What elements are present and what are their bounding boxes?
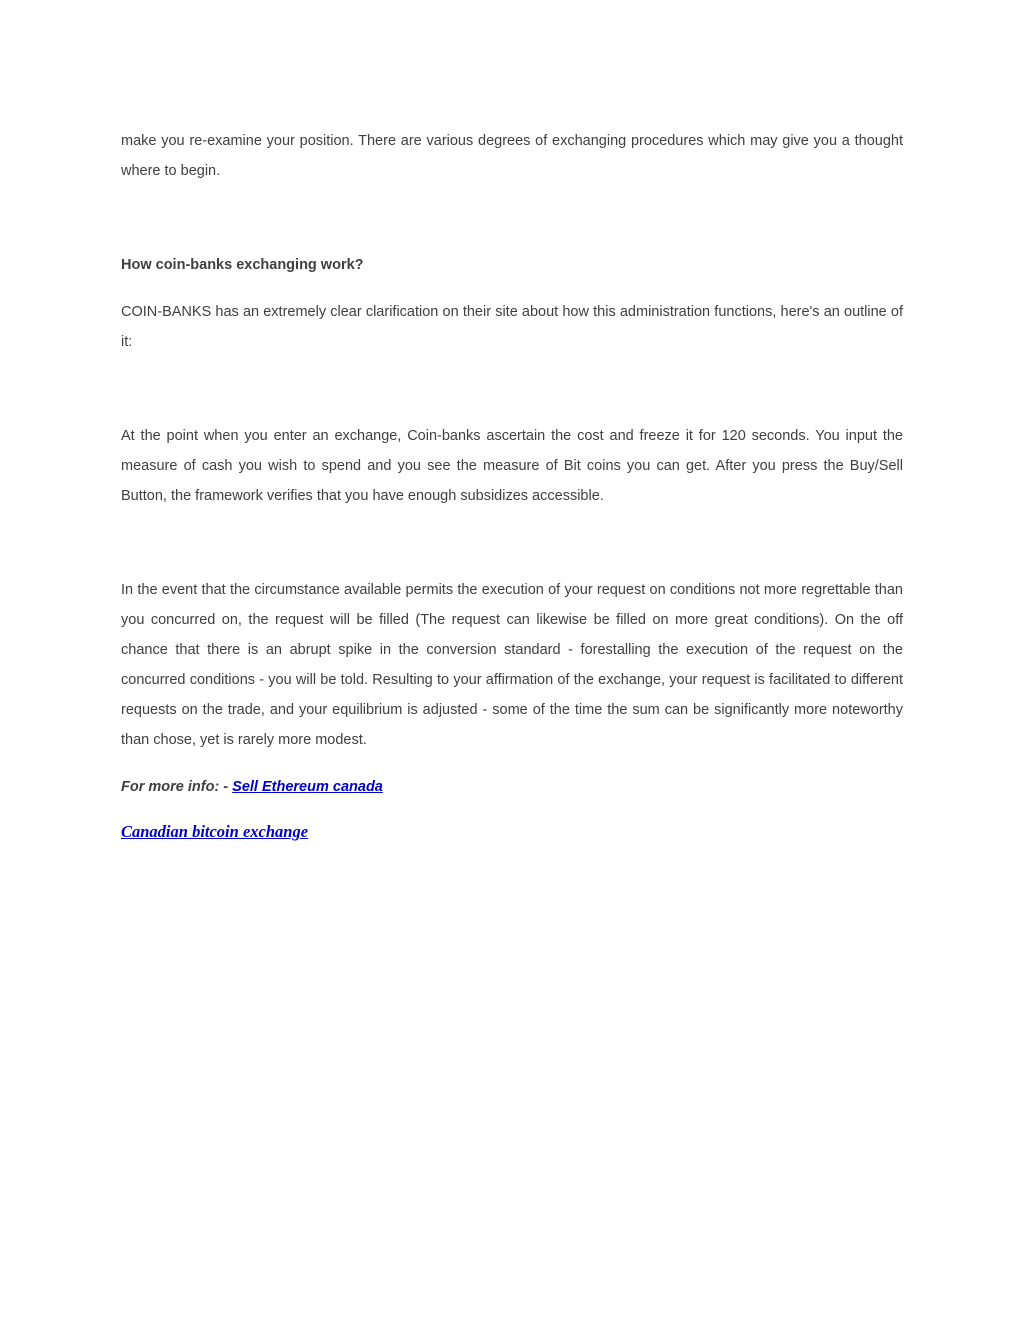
canadian-bitcoin-exchange-link[interactable]: Canadian bitcoin exchange (121, 822, 309, 841)
more-info-line (121, 772, 903, 802)
paragraph-exchange-process: At the point when you enter an exchange, Coin-banks ascertain the cost and freeze it for 120 seconds. You input the measure of cash you wish to spend and you see the measure of Bit coins you can get. After you press the Buy/Sell Button, the framework verifies that you have enough subsidizes accessible. (121, 428, 903, 504)
paragraph-outline: COIN-BANKS has an extremely clear clarification on their site about how this administration functions, here's an outline of it: (121, 304, 903, 350)
final-link-line (121, 817, 903, 847)
paragraph-intro: make you re-examine your position. There are various degrees of exchanging procedures which may give you a thought where to begin. (121, 133, 903, 179)
document-body (121, 126, 903, 847)
more-info-label: For more info: - (121, 779, 233, 795)
paragraph-request-conditions: In the event that the circumstance available permits the execution of your request on conditions not more regrettable than you concurred on, the request will be filled (The request can likewise be filled on more great conditions). On the off chance that there is an abrupt spike in the conversion standard - forestalling the execution of the request on the concurred conditions - you will be told. Resulting to your affirmation of the exchange, your request is facilitated to different requests on the trade, and your equilibrium is adjusted - some of the time the sum can be significantly more noteworthy than chose, yet is rarely more modest. (121, 582, 903, 748)
section-heading: How coin-banks exchanging work? (121, 257, 364, 273)
sell-ethereum-canada-link[interactable]: Sell Ethereum canada (232, 779, 383, 795)
